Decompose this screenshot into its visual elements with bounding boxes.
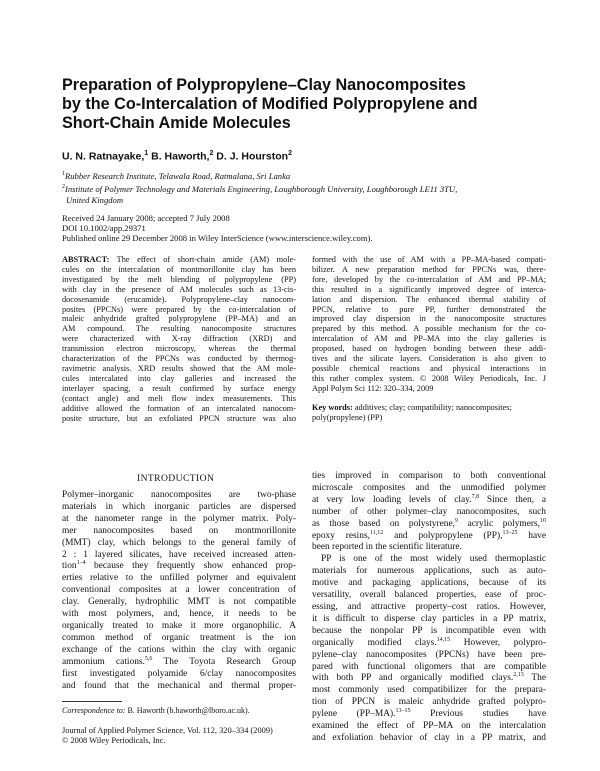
body-line: common method of organic treatment is the ion [62,632,296,643]
body-line: with both PP and organically modified clays.$^{2,13}$ The [312,672,546,684]
body-line: with most polymers, and, hence, it needs to be [62,609,296,620]
citation-ref: 1–4 [76,560,86,567]
body-line: tion$^{1-4}$ because they frequently show enhanced prop- [62,560,296,572]
body-line: examined the effect of PP–MA on the intercalation [312,721,546,732]
section-heading: INTRODUCTION [137,473,215,484]
article-page [62,0,546,771]
body-line: pylene–clay nanocomposites (PPCNs) have been pre- [312,649,546,660]
title-line: Short-Chain Amide Molecules [62,114,291,132]
abstract-line: proposed, based on hydrogen bonding between these addi- [312,344,546,354]
article-dates [62,213,373,243]
abstract-line: AM compound. The resulting nanocomposite structures [62,324,296,334]
body-line: exchange of the cations within the clay with organic [62,644,296,655]
affil-marker: 1 [62,171,65,177]
keywords-text: additives; clay; compatibility; nanocomposites; [354,403,512,412]
body-line: and exfoliation behavior of clay in a PP matrix, and [312,732,546,743]
abstract-line: interlayer spacing, a result confirmed by surface energy [62,383,296,393]
body-line: materials in which inorganic particles are dispersed [62,501,296,512]
abstract-line: prepared by this method. A possible mechanism for the co- [312,324,546,334]
affiliation: Institute of Polymer Technology and Materials Engineering, Loughborough University, Loughborough LE11 3TU, [65,183,458,194]
body-line: erties relative to the unfilled polymer and equivalent [62,573,296,584]
abstract-line: cules on the intercalation of montmorillonite clay has been [62,264,296,274]
body-line: been reported in the scientific literature. [312,542,462,553]
citation-ref: 13–25 [502,529,518,536]
body-line: tion of PPCN is maleic anhydride grafted polypro- [312,697,546,708]
body-right-column [312,471,546,745]
body-line: at the nanometer range in the polymer matrix. Poly- [62,513,296,524]
body-line: microscale composites and the unmodified polymer [312,482,546,493]
journal-info [62,726,273,746]
affiliations [62,169,546,206]
correspondence-label: Correspondence to: [62,706,126,715]
body-line: versatility, overall balanced properties, ease of proc- [312,590,546,601]
body-line: epoxy resins,$^{11,12}$ and polypropylene (PP),$^{13-25}$ have [312,529,546,541]
body-line: first investigated polyamide 6/clay nanocomposites [62,668,296,679]
author-name: D. J. Hourston [216,150,289,163]
abstract-left-column [62,255,296,423]
body-line: organically treated to make it more organophilic. A [62,620,296,631]
author-name: U. N. Ratnayake, [62,150,145,163]
abstract-line: with clay in the presence of AM molecules such as 13-cis- [62,284,296,294]
citation-ref: 11,12 [369,529,384,536]
body-line: essing, and attractive property–cost ratios. However, [312,601,546,612]
body-line: (MMT) clay, which belongs to the general family of [62,537,296,548]
citation-ref: 13–15 [395,708,411,714]
abstract-line: additive allowed the formation of an intercalated nanocom- [62,403,296,413]
citation-ref: 9 [454,517,458,524]
abstract-line: posites (PPCNs) were prepared by the co-intercalation of [62,304,296,314]
abstract-line: docosenamide (erucamide). Polypropylene–clay nanocom- [62,294,296,304]
citation-ref: 5,6 [144,655,153,662]
copyright: © 2008 Wiley Periodicals, Inc. [62,736,166,745]
abstract-line: tives and the silicate layers. Consideration is also given to [312,354,546,364]
abstract-line: improved clay dispersion in the nanocomposite structures [312,314,546,324]
article-title [62,76,546,133]
author-affil-marker: 1 [144,150,149,157]
body-line: ties improved in comparison to both conventional [312,471,546,481]
citation-ref: 7,8 [471,493,480,500]
author-list [62,150,292,163]
abstract-line: intercalation of AM and PP–MA into the clay galleries is [312,334,546,344]
abstract-line: possible chemical reactions and physical interactions in [312,363,546,373]
abstract-line: posite structure, but an exfoliated PPCN structure was also [62,413,296,423]
abstract-line: Appl Polym Sci 112: 320–334, 2009 [312,383,434,393]
body-line: 2 : 1 layered silicates, have received increased atten- [62,549,296,560]
abstract-line: maleic anhydride grafted polypropylene (PP–MA) and an [62,314,296,324]
keywords-label: Key words: [312,403,353,412]
journal-citation: Journal of Applied Polymer Science, Vol. 112, 320–334 (2009) [62,726,273,735]
title-line: Preparation of Polypropylene–Clay Nanocomposites [62,76,466,94]
abstract-line: investigated by the melt blending of polypropylene (PP) [62,274,296,284]
body-line: PP is one of the most widely used thermoplastic [321,554,546,565]
citation-ref: 10 [540,517,546,524]
abstract-line: this resulted in a significantly improved degree of interca- [312,284,546,294]
abstract-line: bilizer. A new preparation method for PPCNs was, there- [312,264,546,274]
footnote-rule [62,701,122,702]
citation-ref: 2,13 [513,672,524,679]
abstract-line: this rather complex system. © 2008 Wiley Periodicals, Inc. J [312,373,546,383]
title-line: by the Co-Intercalation of Modified Polypropylene and [62,95,478,113]
affiliation: United Kingdom [66,194,124,205]
abstract-line: ravimetric analysis. XRD results showed that the AM mole- [62,363,296,373]
abstract-label: ABSTRACT: [62,255,110,264]
abstract-line: fore, developed by the co-intercalation of AM and PP–MA; [312,274,546,284]
body-line: and found that the mechanical and thermal proper- [62,680,296,691]
body-line: clay. Generally, hydrophilic MMT is not compatible [62,597,296,608]
body-line: number of other polymer–clay nanocomposites, such [312,506,546,517]
published-date: Published online 29 December 2008 in Wiley InterScience (www.interscience.wiley.com). [62,233,373,243]
body-line: Polymer–inorganic nanocomposites are two-phase [62,490,296,500]
affil-marker: 2 [62,183,65,190]
body-line: pared with functional oligomers that are compatible [312,661,546,672]
abstract-line: were characterized with X-ray diffraction (XRD) and [62,334,296,344]
body-line: most commonly used compatibilizer for the prepara- [312,685,546,696]
abstract-right-column [312,255,546,394]
author-name: B. Haworth, [151,150,210,163]
abstract-line: formed with the use of AM with a PP–MA-based compati- [312,255,546,264]
body-line: as those based on polystyrene,$^9$ acrylic polymers,$^{10}$ [312,517,546,529]
body-line: conventional composites at a lower concentration of [62,585,296,596]
abstract-line: lation and dispersion. The enhanced thermal stability of [312,294,546,304]
abstract-line: (contact angle) and melt flow index measurements. This [62,393,296,403]
affiliation: Rubber Research Institute, Telawala Road, Ratmalana, Sri Lanka [65,170,291,181]
citation-ref: 14,15 [436,636,451,643]
author-affil-marker: 2 [209,150,214,157]
body-line: because the nonpolar PP is incompatible even with [312,625,546,636]
body-line: materials for numerous applications, such as auto- [312,566,546,577]
body-left-column [62,490,296,692]
body-line: it is difficult to disperse clay particles in a PP matrix, [312,613,546,624]
keywords [312,403,546,423]
correspondence-text: B. Haworth (b.haworth@lboro.ac.uk). [125,706,250,715]
author-affil-marker: 2 [288,150,292,157]
abstract-line: ABSTRACT: The effect of short-chain amide (AM) mole- [62,255,296,264]
abstract-line: transmission electron microscopy, whereas the thermal [62,344,296,354]
received-date: Received 24 January 2008; accepted 7 July 2008 [62,213,230,223]
abstract-line: cules intercalated into clay galleries and increased the [62,373,296,383]
body-line: ammonium cations.$^{5,6}$ The Toyota Research Group [62,655,297,667]
body-line: mer nanocomposites based on montmorillonite [62,525,296,536]
body-line: motive and packaging applications, because of its [312,578,546,589]
keywords-text: poly(propylene) (PP) [312,413,383,422]
doi: DOI 10.1002/app.29371 [62,223,146,233]
body-line: pylene (PP–MA).$^{13-15}$ Previous studies have [312,708,546,720]
body-line: organically modified clays.$^{14,15}$ However, polypro- [312,636,546,648]
abstract-line: characterization of the PPCNs was conducted by thermog- [62,354,296,364]
abstract-line: PPCN, relative to pure PP, further demonstrated the [312,304,546,314]
correspondence-note [62,706,250,715]
body-line: at very low loading levels of clay.$^{7,8}$ Since then, a [312,493,546,505]
